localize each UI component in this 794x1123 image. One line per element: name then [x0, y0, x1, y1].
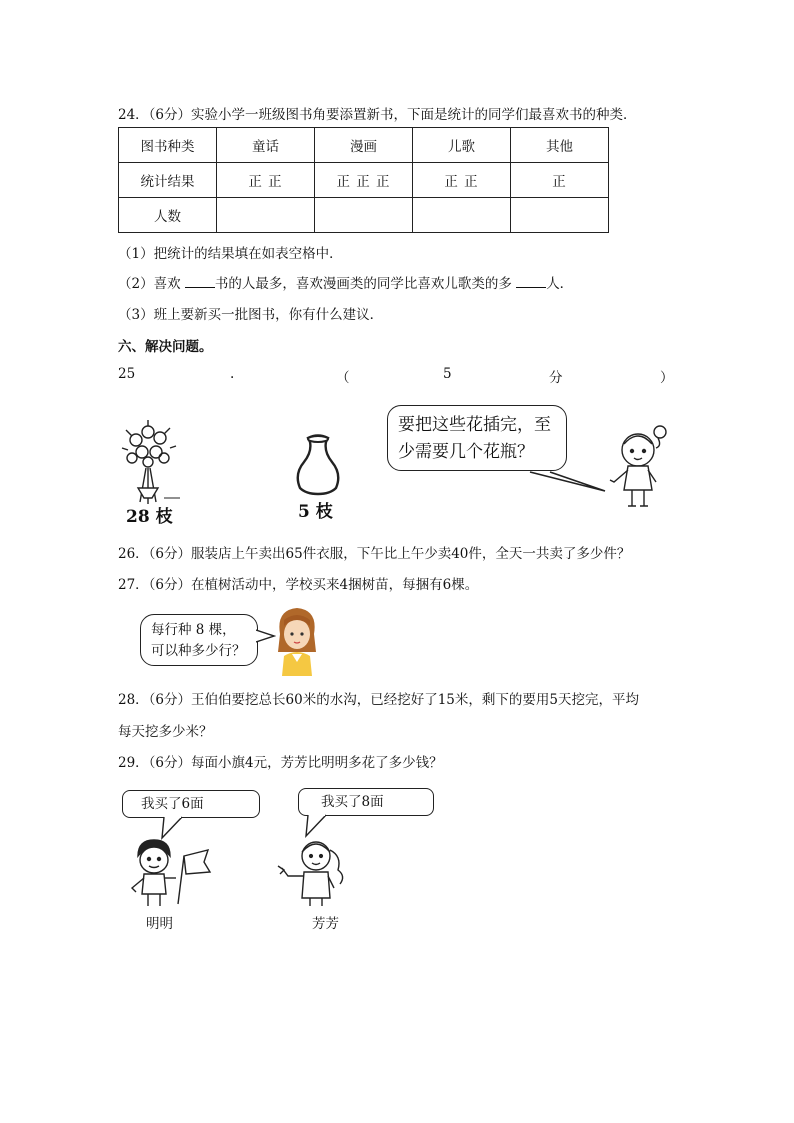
sub2-part-a: （2）喜欢	[118, 276, 181, 292]
bubble-text-line: 可以种多少行？	[151, 643, 246, 659]
table-row-label: 统计结果	[119, 163, 217, 198]
table-header-cell: 漫画	[315, 128, 413, 163]
question-24-sub2	[118, 272, 573, 292]
question-28-line-1: 28．（6分）王伯伯要挖总长60米的水沟，已经挖好了15米，剩下的要用5天挖完，平均	[118, 692, 639, 708]
question-24-sub3: （3）班上要新买一批图书，你有什么建议．	[118, 307, 384, 323]
table-header-cell: 儿歌	[413, 128, 511, 163]
character-name-mingming: 明明	[146, 916, 173, 932]
speech-bubble	[387, 405, 567, 471]
boy-with-flag-icon	[128, 838, 214, 908]
table-row	[119, 163, 609, 198]
flowers-count-label: 28 枝	[126, 507, 173, 527]
question-25-lparen: （	[336, 370, 350, 386]
tally-cell: 正 正 正	[315, 163, 413, 198]
answer-cell[interactable]	[511, 198, 609, 233]
character-name-fangfang: 芳芳	[312, 916, 339, 932]
section-heading: 六、解决问题。	[118, 339, 213, 355]
table-header-cell: 图书种类	[119, 128, 217, 163]
tally-cell: 正 正	[413, 163, 511, 198]
answer-cell[interactable]	[315, 198, 413, 233]
question-27-text: 27．（6分）在植树活动中，学校买来4捆树苗，每捆有6棵。	[118, 577, 479, 593]
question-29-text: 29．（6分）每面小旗4元，芳芳比明明多花了多少钱？	[118, 755, 443, 771]
table-header-cell: 童话	[217, 128, 315, 163]
question-25-score: 5	[443, 366, 452, 382]
question-25-dot: .	[230, 366, 235, 382]
tally-cell: 正	[511, 163, 609, 198]
girl-waving-icon	[274, 836, 354, 906]
answer-blank[interactable]	[185, 275, 215, 288]
bubble-text-line: 每行种 8 棵，	[151, 622, 236, 638]
girl-avatar-icon	[272, 604, 322, 676]
question-24-text: 24．（6分）实验小学一班级图书角要添置新书，下面是统计的同学们最喜欢书的种类．	[118, 107, 637, 123]
question-25-number: 25	[118, 366, 136, 382]
table-header-cell: 其他	[511, 128, 609, 163]
girl-character-icon	[606, 420, 676, 512]
table-row-label: 人数	[119, 198, 217, 233]
speech-bubble	[140, 614, 258, 666]
table-row	[119, 198, 609, 233]
question-26-text: 26．（6分）服装店上午卖出65件衣服，下午比上午少卖40件，全天一共卖了多少件？	[118, 546, 631, 562]
sub2-part-c: 人．	[546, 276, 574, 292]
answer-blank[interactable]	[516, 275, 546, 288]
sub2-part-b: 书的人最多，喜欢漫画类的同学比喜欢儿歌类的多	[214, 276, 512, 292]
speech-bubble-tail-icon	[160, 816, 190, 840]
answer-cell[interactable]	[217, 198, 315, 233]
question-25-unit: 分	[549, 370, 563, 386]
question-24-sub1: （1）把统计的结果填在如表空格中．	[118, 246, 343, 262]
question-28-line-2: 每天挖多少米？	[118, 724, 213, 740]
vase-icon	[290, 434, 346, 496]
speech-bubble-tail-icon	[304, 814, 334, 838]
vase-count-label: 5 枝	[298, 502, 333, 522]
tally-cell: 正 正	[217, 163, 315, 198]
speech-bubble: 我买了6面	[122, 790, 260, 818]
speech-bubble: 我买了8面	[298, 788, 434, 816]
question-25-rparen: ）	[660, 370, 674, 386]
bubble-text-line: 要把这些花插完，至	[398, 415, 551, 435]
bubble-text-line: 少需要几个花瓶？	[398, 442, 534, 462]
table-row	[119, 128, 609, 163]
flower-bouquet-icon	[118, 418, 182, 506]
answer-cell[interactable]	[413, 198, 511, 233]
book-stats-table	[118, 127, 609, 233]
